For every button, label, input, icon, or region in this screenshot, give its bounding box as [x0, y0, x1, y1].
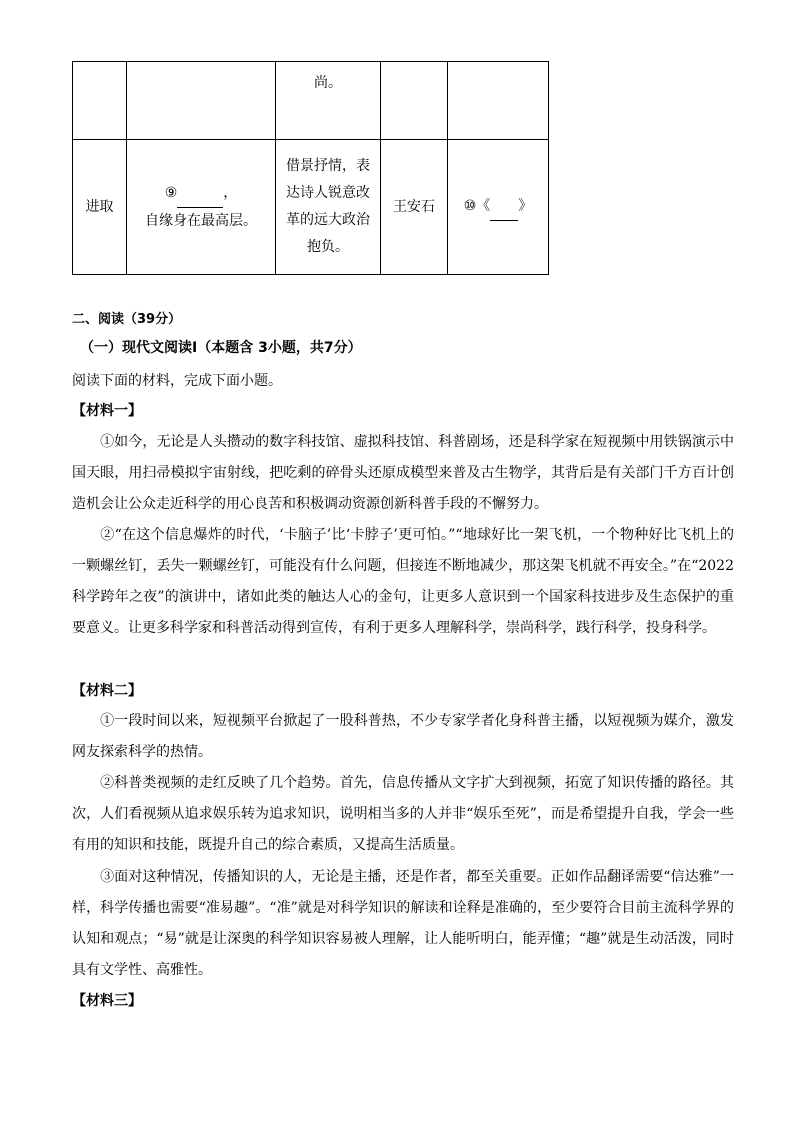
poem-line: 自缘身在最高层。 [145, 212, 257, 229]
fill-blank [177, 180, 223, 208]
poem-table [72, 61, 549, 275]
sub-heading: （一）现代文阅读Ⅰ（本题含 3小题，共7分） [80, 340, 362, 356]
author-cell: 王安石 [381, 140, 448, 275]
paragraph: ②“在这个信息爆炸的时代，‘卡脑子’比‘卡脖子’更可怕。”“地球好比一架飞机，一个物种好比飞机上的一颗螺丝钉，丢失一颗螺丝钉，可能没有什么问题，但接连不断地减少，那这架飞机就不再安全。”在“2022科学跨年之夜”的演讲中，诸如此类的触达人心的金句，让更多人意识到一个国家科技进步及生态保护的重要意义。让更多科学家和科普活动得到宣传，有利于更多人理解科学，崇尚科学，践行科学，投身科学。 [72, 527, 734, 636]
title-close: 》 [518, 198, 533, 214]
table-row [73, 62, 549, 140]
title-cell [448, 140, 549, 275]
paragraph: ②科普类视频的走红反映了几个趋势。首先，信息传播从文字扩大到视频，拓宽了知识传播的路径。其次，人们看视频从追求娱乐转为追求知识，说明相当多的人并非“娱乐至死”，而是希望提升自我，学会一些有用的知识和技能，既提升自己的综合素质，又提高生活质量。 [72, 775, 734, 853]
table-cell [448, 62, 549, 140]
material-label: 【材料一】 [72, 403, 142, 419]
category-cell: 进取 [73, 140, 127, 275]
paragraph: ①如今，无论是人头攒动的数字科技馆、虚拟科技馆、科普剧场，还是科学家在短视频中用铁锅演示中国天眼，用扫帚模拟宇宙射线，把吃剩的碎骨头还原成模型来普及古生物学，其背后是有关部门千方百计创造机会让公众走近科学的用心良苦和积极调动资源创新科普手段的不懈努力。 [72, 434, 734, 512]
section-heading: 二、阅读（39分） [72, 312, 182, 327]
paragraph: ③面对这种情况，传播知识的人，无论是主播，还是作者，都至关重要。正如作品翻译需要“信达雅”一样，科学传播也需要“准易趣”。“准”就是对科学知识的解读和诠释是准确的，至少要符合目前主流科学界的认知和观点；“易”就是让深奥的科学知识容易被人理解，让人能听明白，能弄懂；“趣”就是生动活泼，同时具有文学性、高雅性。 [72, 869, 734, 978]
table-row [73, 140, 549, 275]
material-label: 【材料二】 [72, 683, 142, 699]
blank-number: ⑨ [164, 184, 178, 201]
table-cell: 尚。 [276, 62, 381, 140]
table-cell [127, 62, 276, 140]
table-cell [381, 62, 448, 140]
title-number: ⑩《 [463, 198, 491, 214]
material-label: 【材料三】 [72, 993, 142, 1009]
paragraph: ①一段时间以来，短视频平台掀起了一股科普热，不少专家学者化身科普主播，以短视频为媒介，激发网友探索科学的热情。 [72, 713, 734, 760]
blank-tail: ， [223, 184, 238, 201]
poem-line-cell [127, 140, 276, 275]
fill-blank [490, 193, 518, 221]
table-cell [73, 62, 127, 140]
instruction: 阅读下面的材料，完成下面小题。 [72, 373, 282, 389]
theme-cell: 借景抒情，表达诗人锐意改革的远大政治抱负。 [276, 140, 381, 275]
